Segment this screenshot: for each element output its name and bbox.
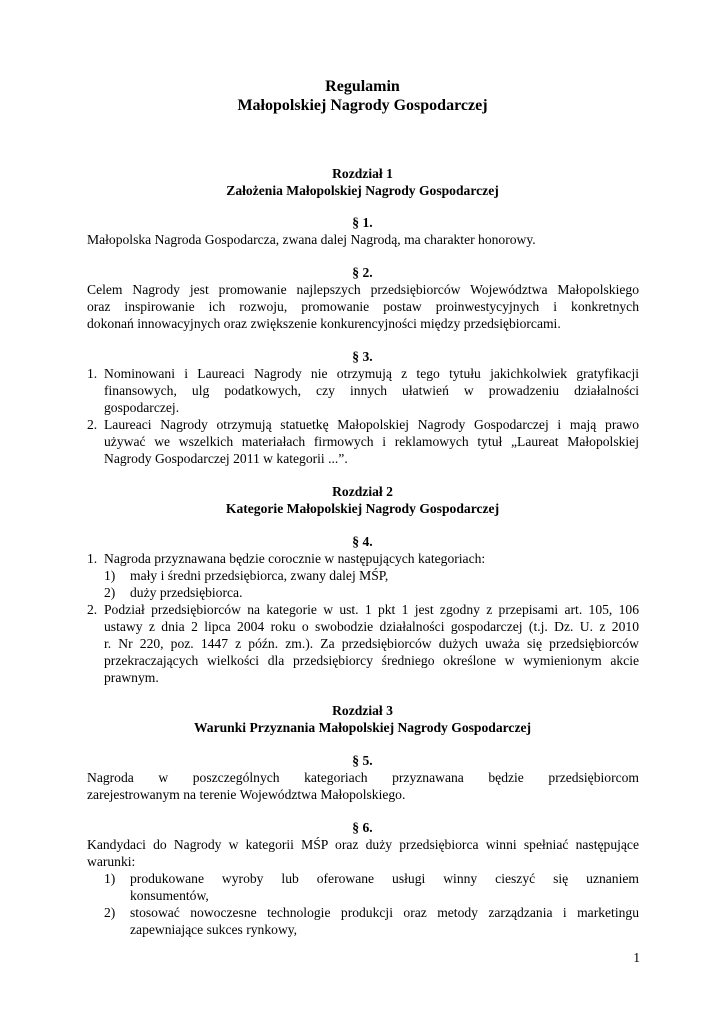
par2-line1: Celem Nagrody jest promowanie najlepszych przedsiębiorców Województwa Małopolskiego	[87, 282, 639, 297]
par4-item2-number: 2.	[87, 602, 98, 617]
par1-label: § 1.	[352, 215, 373, 230]
par2-line2: oraz inspirowanie ich rozwoju, promowanie postaw proinwestycyjnych i konkretnych	[87, 299, 639, 314]
par4-sub1-number: 1)	[104, 568, 116, 583]
par4-sub2-number: 2)	[104, 585, 116, 600]
par6-label: § 6.	[352, 820, 373, 835]
par3-item2-number: 2.	[87, 417, 98, 432]
par4-sub2-text: duży przedsiębiorca.	[130, 585, 243, 600]
document-title-line1: Regulamin	[325, 78, 400, 95]
par4-item2-line5: prawnym.	[104, 670, 159, 685]
par4-item1-text: Nagroda przyznawana będzie corocznie w następujących kategoriach:	[104, 551, 486, 566]
par6-sub1-line2: konsumentów,	[130, 888, 209, 903]
par6-sub1-number: 1)	[104, 871, 116, 886]
par4-item2-line4: przekraczających wielkości dla przedsiębiorcy średniego określone w wymienionym akcie	[104, 653, 639, 668]
par6-sub1-line1: produkowane wyroby lub oferowane usługi winny cieszyć się uznaniem	[130, 871, 639, 886]
par3-item1-line3: gospodarczej.	[104, 400, 180, 415]
par5-label: § 5.	[352, 753, 373, 768]
chapter2-subheading: Kategorie Małopolskiej Nagrody Gospodarczej	[225, 501, 500, 516]
par6-sub2-line2: zapewniające sukces rynkowy,	[130, 922, 298, 937]
page-number: 1	[633, 950, 640, 965]
par6-line2: warunki:	[87, 854, 136, 869]
par6-line1: Kandydaci do Nagrody w kategorii MŚP oraz duży przedsiębiorca winni spełniać następujące	[87, 837, 639, 852]
par4-item2-line1: Podział przedsiębiorców na kategorie w ust. 1 pkt 1 jest zgodny z przepisami art. 105, 106	[104, 602, 639, 617]
par5-line1: Nagroda w poszczególnych kategoriach przyznawana będzie przedsiębiorcom	[87, 770, 639, 785]
par4-item2-line3: r. Nr 220, poz. 1447 z późn. zm.). Za przedsiębiorców dużych uważa się przedsiębiorców	[104, 636, 639, 651]
par3-label: § 3.	[352, 349, 373, 364]
par3-item1-number: 1.	[87, 366, 98, 381]
par1-text: Małopolska Nagroda Gospodarcza, zwana dalej Nagrodą, ma charakter honorowy.	[87, 232, 536, 247]
par2-line3: dokonań innowacyjnych oraz zwiększenie konkurencyjności między przedsiębiorcami.	[87, 316, 561, 331]
chapter3-heading: Rozdział 3	[332, 703, 393, 718]
par3-item1-line1: Nominowani i Laureaci Nagrody nie otrzymują z tego tytułu jakichkolwiek gratyfikacji	[104, 366, 639, 381]
chapter2-heading: Rozdział 2	[332, 484, 393, 499]
par3-item1-line2: finansowych, ulg podatkowych, czy innych ułatwień w prowadzeniu działalności	[104, 383, 639, 398]
chapter1-subheading: Założenia Małopolskiej Nagrody Gospodarczej	[226, 183, 499, 198]
par6-sub2-number: 2)	[104, 905, 116, 920]
par5-line2: zarejestrowanym na terenie Województwa Małopolskiego.	[87, 787, 406, 802]
par4-sub1-text: mały i średni przedsiębiorca, zwany dalej MŚP,	[130, 568, 389, 583]
par6-sub2-line1: stosować nowoczesne technologie produkcji oraz metody zarządzania i marketingu	[130, 905, 639, 920]
chapter3-subheading: Warunki Przyznania Małopolskiej Nagrody Gospodarczej	[193, 720, 532, 735]
par3-item2-line1: Laureaci Nagrody otrzymują statuetkę Małopolskiej Nagrody Gospodarczej i mają prawo	[104, 417, 639, 432]
par4-label: § 4.	[352, 534, 373, 549]
par2-label: § 2.	[352, 265, 373, 280]
document-title-line2: Małopolskiej Nagrody Gospodarczej	[237, 97, 488, 114]
par3-item2-line3: Nagrody Gospodarczej 2011 w kategorii ...”.	[104, 451, 348, 466]
chapter1-heading: Rozdział 1	[332, 166, 393, 181]
par3-item2-line2: używać we wszelkich materiałach firmowych i reklamowych tytuł „Laureat Małopolskiej	[104, 434, 639, 449]
par4-item2-line2: ustawy z dnia 2 lipca 2004 roku o swobodzie działalności gospodarczej (t.j. Dz. U. z 2010	[104, 619, 639, 634]
par4-item1-number: 1.	[87, 551, 98, 566]
